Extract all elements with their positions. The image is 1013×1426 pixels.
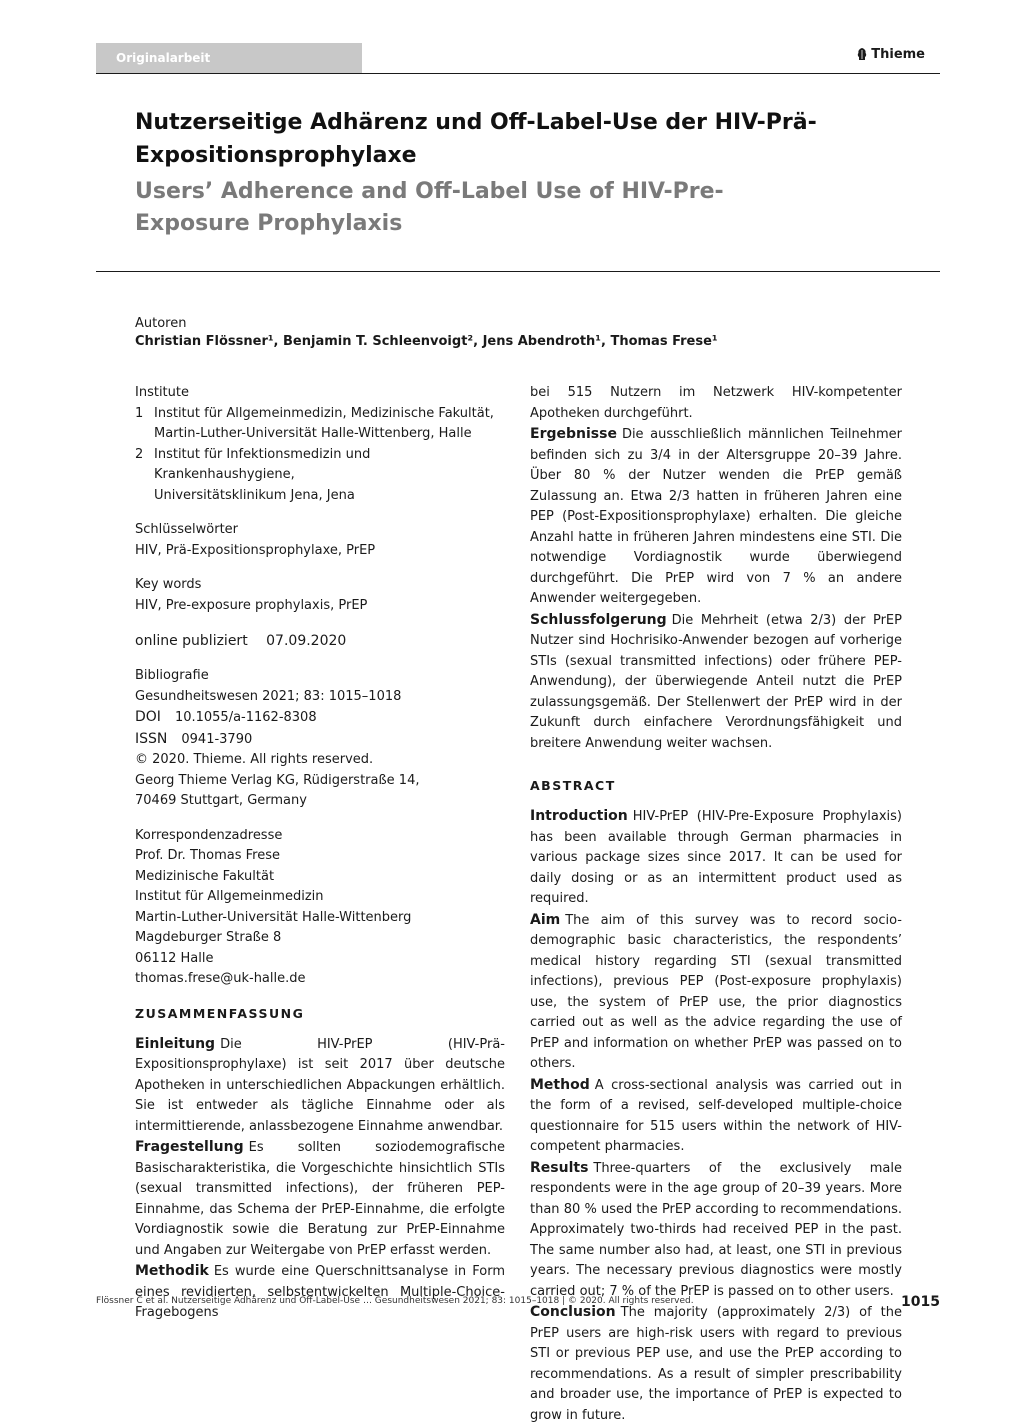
zf-einleitung-text: Die HIV-PrEP (HIV-Prä-Expositionsprophylaxe) ist seit 2017 über deutsche Apotheken in unterschiedlichen Abpackungen erhältlich. Sie ist entweder als tägliche Einnahme oder als intermittierende, anlassbezogene Einnahme anwendbar. (135, 1036, 505, 1134)
ab-method-text: A cross-sectional analysis was carried out in the form of a revised, self-developed multiple-choice questionnaire for 515 users within the network of HIV-competent pharmacies. (530, 1077, 902, 1154)
authors-names: Christian Flössner¹, Benjamin T. Schleenvoigt², Jens Abendroth¹, Thomas Frese¹ (135, 334, 718, 349)
ab-aim (530, 910, 902, 1075)
institute-line: Institut für Allgemeinmedizin, Medizinische Fakultät, (154, 405, 494, 421)
issn-value: 0941-3790 (181, 731, 253, 747)
institute-item (135, 404, 505, 445)
zf-fragestellung-kw: Fragestellung (135, 1139, 244, 1155)
ab-conclusion (530, 1302, 902, 1426)
ab-introduction-kw: Introduction (530, 808, 628, 824)
correspondence-line: Institut für Allgemeinmedizin (135, 889, 324, 904)
correspondence-line: 06112 Halle (135, 950, 214, 966)
institute-line: Martin-Luther-Universität Halle-Wittenberg, Halle (154, 426, 472, 441)
zf-ergebnisse-text: Die ausschließlich männlichen Teilnehmer befinden sich zu 3/4 in der Altersgruppe 20–39 Jahre. Über 80 % der Nutzer wenden die PrEP gemäß Zulassung an. Etwa 2/3 hatten in früheren Jahren eine PEP (Post-Expositionsprophylaxe) erhalten. Die gleiche Anzahl hatte in früheren Jahren mindestens eine STI. Die notwendige Vordiagnostik wurde überwiegend durchgeführt. Die PrEP wird von 7 % an andere Anwender weitergegeben. (530, 427, 902, 606)
publisher-address-line: 70469 Stuttgart, Germany (135, 793, 307, 808)
keywords-de-label: Schlüsselwörter (135, 522, 239, 537)
ab-conclusion-text: The majority (approximately 2/3) of the PrEP users are high-risk users with regard to previous STI or previous PEP use, and use the PrEP according to recommendations. As a result of simpler prescribability and broader use, the importance of PrEP is expected to grow in future. (530, 1305, 902, 1423)
zf-schlussfolgerung (530, 610, 902, 755)
doi-label: DOI (135, 709, 161, 725)
zf-ergebnisse-kw: Ergebnisse (530, 426, 617, 442)
zf-methodik-text: Es wurde eine Querschnittsanalyse in Form eines revidierten, selbstentwickelten Multiple-Choice-Fragebogens (135, 1264, 505, 1320)
zf-methodik-continued: bei 515 Nutzern im Netzwerk HIV-kompetenter Apotheken durchgeführt. (530, 385, 902, 421)
ab-method-kw: Method (530, 1076, 590, 1093)
keywords-en-block (135, 575, 505, 616)
zf-einleitung-kw: Einleitung (135, 1035, 216, 1052)
ab-aim-text: The aim of this survey was to record socio-demographic basic characteristics, the respondents’ medical history regarding STI (sexual transmitted infections), previous PEP (Post-exposure prophylaxis) use, the system of PrEP use, the prior diagnostics carried out as well as the advice regarding the use of PrEP and information on whether PrEP was passed on to others. (530, 912, 902, 1071)
section-tag: Originalarbeit (96, 43, 362, 73)
correspondence-label: Korrespondenzadresse (135, 827, 283, 843)
online-date: 07.09.2020 (266, 633, 347, 649)
ab-aim-kw: Aim (530, 911, 561, 928)
correspondence-line: Magdeburger Straße 8 (135, 930, 282, 945)
publisher-address-line: Georg Thieme Verlag KG, Rüdigerstraße 14, (135, 772, 420, 788)
zusammenfassung-heading: ZUSAMMENFASSUNG (135, 1005, 305, 1021)
correspondence-email[interactable]: thomas.frese@uk-halle.de (135, 971, 306, 986)
ab-results-kw: Results (530, 1159, 589, 1176)
zf-schluss-kw: Schlussfolgerung (530, 611, 667, 628)
zf-fragestellung (135, 1137, 505, 1261)
page-number: 1015 (901, 1294, 940, 1310)
zf-einleitung (135, 1034, 505, 1138)
institute-number: 2 (135, 446, 144, 462)
left-column (135, 383, 505, 1324)
institute-number: 1 (135, 405, 144, 421)
institute-text (154, 445, 505, 507)
institute-line: Universitätsklinikum Jena, Jena (154, 487, 355, 503)
correspondence-block (135, 826, 505, 990)
copyright-line: © 2020. Thieme. All rights reserved. (135, 752, 374, 767)
footer-citation: Flössner C et al. Nutzerseitige Adhärenz und Off-Label-Use … Gesundheitswesen 2021; 83: 1015–1018 | © 2020. All rights reserved. (96, 1296, 694, 1306)
zf-methodik-kw: Methodik (135, 1263, 209, 1279)
title-german: Nutzerseitige Adhärenz und Off-Label-Use der HIV-Prä-Expositionsprophylaxe (135, 110, 817, 168)
institutes-block (135, 383, 505, 506)
title-english: Users’ Adherence and Off-Label Use of HIV-Pre-Exposure Prophylaxis (135, 179, 724, 236)
institutes-label: Institute (135, 385, 189, 400)
bibliography-label: Bibliografie (135, 668, 209, 683)
online-label: online publiziert (135, 633, 248, 649)
bibliography-block (135, 666, 505, 812)
zf-methodik (135, 1261, 505, 1324)
authors-label: Autoren (135, 316, 187, 331)
correspondence-line: Prof. Dr. Thomas Frese (135, 848, 280, 863)
ab-conclusion-kw: Conclusion (530, 1304, 616, 1320)
ab-introduction (530, 806, 902, 910)
publisher-logo (857, 47, 925, 62)
zf-fragestellung-text: Es sollten soziodemografische Basischarakteristika, die Vorgeschichte hinsichtlich STIs (sexual transmitted infections), der früheren PEP-Einnahme, das Schema der PrEP-Einnahme, die erfolgte Vordiagnostik sowie die Beratung zur PrEP-Einnahme und Angaben zur Weitergabe von PrEP erfasst werden. (135, 1140, 505, 1258)
correspondence-line: Medizinische Fakultät (135, 868, 275, 884)
keywords-en-value: HIV, Pre-exposure prophylaxis, PrEP (135, 597, 368, 613)
ab-results-text: Three-quarters of the exclusively male respondents were in the age group of 20–39 years. More than 80 % used the PrEP according to recommendations. Approximately two-thirds had received PEP in the past. The same number also had, at least, one STI in previous years. The necessary previous diagnostics were mostly carried out; 7 % of the PrEP is passed on to other users. (530, 1160, 902, 1299)
ab-method (530, 1075, 902, 1158)
correspondence-line: Martin-Luther-Universität Halle-Wittenberg (135, 909, 412, 925)
institute-text (154, 404, 494, 445)
keywords-de-value: HIV, Prä-Expositionsprophylaxe, PrEP (135, 542, 376, 558)
header-rule (96, 73, 940, 74)
keywords-en-label: Key words (135, 577, 202, 592)
keywords-de-block (135, 520, 505, 561)
publisher-name: Thieme (871, 47, 925, 62)
title-rule (96, 271, 940, 272)
issn-label: ISSN (135, 730, 168, 747)
zf-ergebnisse (530, 424, 902, 610)
right-column (530, 383, 902, 1426)
doi-row (135, 707, 505, 729)
issn-row (135, 729, 505, 751)
bibliography-journal: Gesundheitswesen 2021; 83: 1015–1018 (135, 688, 402, 704)
abstract-heading: ABSTRACT (530, 778, 616, 793)
thieme-logo-icon (857, 48, 867, 61)
ab-results (530, 1158, 902, 1303)
online-published (135, 630, 505, 652)
doi-value: 10.1055/a-1162-8308 (174, 710, 317, 725)
institute-item (135, 445, 505, 507)
zf-schluss-text: Die Mehrheit (etwa 2/3) der PrEP Nutzer sind Hochrisiko-Anwender bezogen auf vorherige STIs (sexual transmitted infections) oder frühere PEP-Anwendung), der überwiegende Anteil nutzt die PrEP zulassungsgemäß. Der Stellenwert der PrEP wird in der Zukunft durch einfachere Verordnungsfähigkeit und breitere Anwendung weiter wachsen. (530, 612, 902, 751)
institute-line: Institut für Infektionsmedizin und Krankenhaushygiene, (154, 446, 371, 482)
ab-introduction-text: HIV-PrEP (HIV-Pre-Exposure Prophylaxis) has been available through German pharmacies in various package sizes since 2017. It can be used for daily dosing or as an intermittent product used as required. (530, 809, 902, 906)
